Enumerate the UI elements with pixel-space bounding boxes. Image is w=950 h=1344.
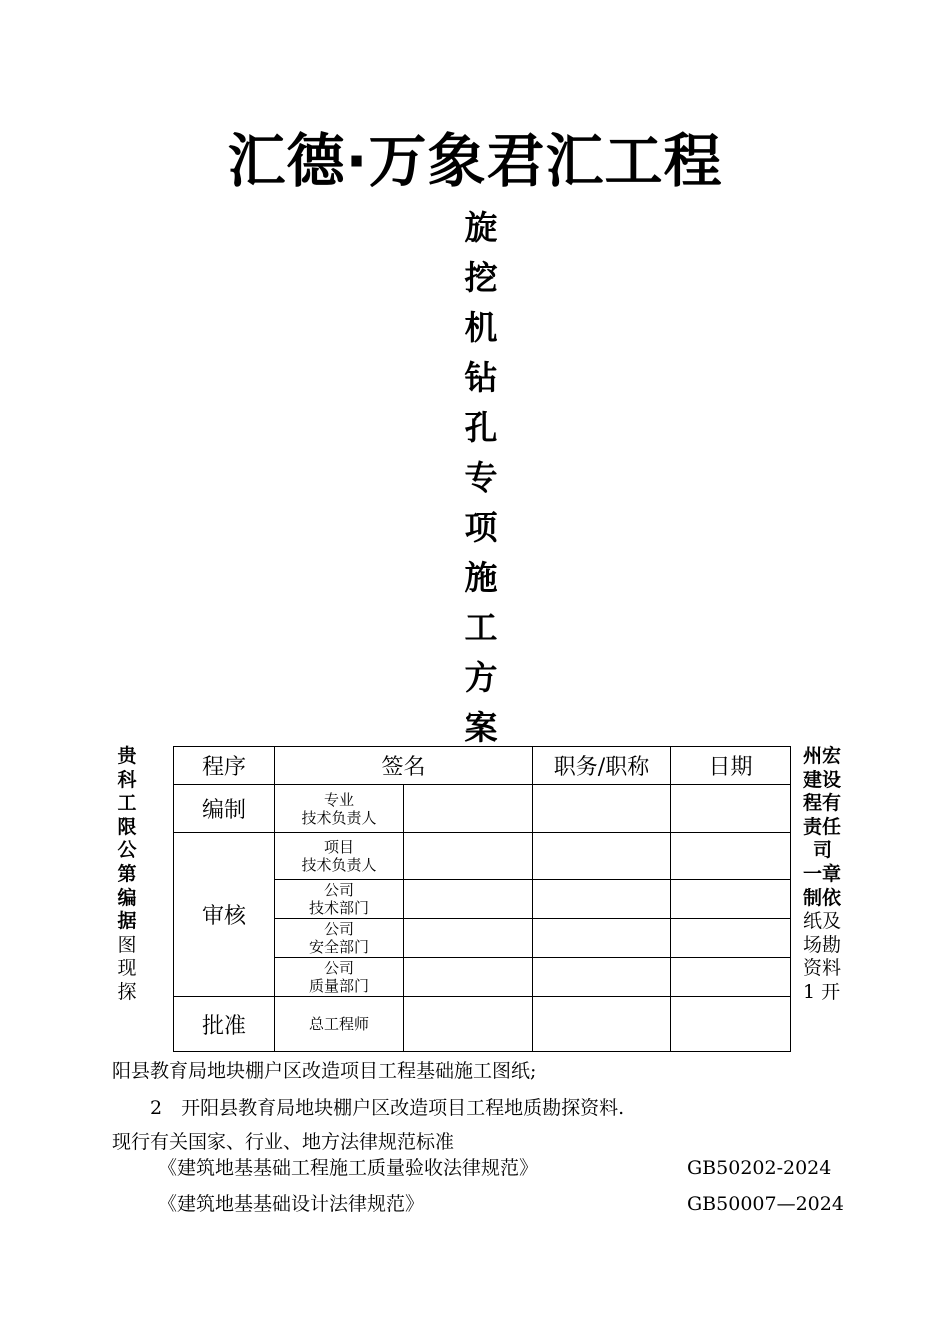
side-char: 科 <box>117 768 137 791</box>
subtitle-char: 专 <box>464 458 498 497</box>
side-text-left <box>112 745 142 1005</box>
side-char: 公 <box>117 839 137 862</box>
standard-code: GB50007—2024 <box>687 1193 844 1215</box>
side-chars: 资料 <box>803 957 842 980</box>
date-cell[interactable] <box>671 785 791 833</box>
table-row <box>174 785 791 833</box>
side-chars: 司 <box>813 839 833 862</box>
side-char: 贵 <box>117 745 137 767</box>
role-cell: 公司 技术部门 <box>275 880 404 919</box>
header-procedure: 程序 <box>174 747 275 785</box>
side-char: 第 <box>117 862 137 885</box>
subtitle-char: 工 <box>464 608 498 647</box>
role-cell: 公司 安全部门 <box>275 919 404 958</box>
table-row <box>174 997 791 1052</box>
table-row <box>174 833 791 880</box>
subtitle-char: 旋 <box>464 208 498 247</box>
side-text-right <box>803 745 851 1005</box>
subtitle-char: 机 <box>464 308 498 347</box>
side-chars: 程有 <box>803 792 842 815</box>
standard-name: 《建筑地基基础设计法律规范》 <box>158 1193 425 1215</box>
role-cell: 专业 技术负责人 <box>275 785 404 833</box>
header-signature: 签名 <box>275 747 533 785</box>
signature-cell[interactable] <box>404 785 533 833</box>
position-cell[interactable] <box>533 880 671 919</box>
side-chars: 纸及 <box>803 910 842 933</box>
signature-cell[interactable] <box>404 919 533 958</box>
standard-name: 《建筑地基基础工程施工质量验收法律规范》 <box>158 1157 539 1179</box>
document-title: 汇德·万象君汇工程 <box>227 127 723 195</box>
date-cell[interactable] <box>671 997 791 1052</box>
position-cell[interactable] <box>533 919 671 958</box>
header-position: 职务/职称 <box>533 747 671 785</box>
position-cell[interactable] <box>533 958 671 997</box>
signature-cell[interactable] <box>404 880 533 919</box>
header-date: 日期 <box>671 747 791 785</box>
subtitle-char: 挖 <box>464 258 498 297</box>
position-cell[interactable] <box>533 785 671 833</box>
side-char: 图 <box>117 933 137 956</box>
signature-cell[interactable] <box>404 833 533 880</box>
side-chars: 责任 <box>803 815 842 838</box>
subtitle-char: 项 <box>464 508 498 547</box>
side-char: 工 <box>117 792 137 815</box>
side-chars: 场勘 <box>803 933 842 956</box>
side-char: 编 <box>117 886 137 909</box>
date-cell[interactable] <box>671 880 791 919</box>
vertical-subtitle <box>461 203 501 753</box>
label-bianzhi: 编制 <box>174 785 275 833</box>
side-chars: 1 开 <box>803 980 841 1003</box>
body-line-1: 阳县教育局地块棚户区改造项目工程基础施工图纸; <box>112 1060 537 1082</box>
body-line-2: 2 开阳县教育局地块棚户区改造项目工程地质勘探资料. <box>150 1097 625 1119</box>
role-cell: 公司 质量部门 <box>275 958 404 997</box>
side-char: 现 <box>117 957 137 980</box>
side-chars: 建设 <box>803 768 842 791</box>
label-shenhe: 审核 <box>174 833 275 997</box>
side-char: 探 <box>117 980 137 1003</box>
subtitle-char: 孔 <box>464 408 498 447</box>
subtitle-char: 施 <box>464 558 498 597</box>
signature-table <box>173 746 791 1052</box>
subtitle-char: 案 <box>464 708 498 747</box>
side-chars: 州宏 <box>803 745 842 767</box>
side-chars: 一章 <box>803 862 842 885</box>
standard-code: GB50202-2024 <box>687 1157 832 1179</box>
subtitle-char: 方 <box>464 658 498 697</box>
position-cell[interactable] <box>533 833 671 880</box>
table-header-row <box>174 747 791 785</box>
role-cell: 项目 技术负责人 <box>275 833 404 880</box>
date-cell[interactable] <box>671 919 791 958</box>
side-chars: 制依 <box>803 886 842 909</box>
position-cell[interactable] <box>533 997 671 1052</box>
signature-cell[interactable] <box>404 958 533 997</box>
subtitle-char: 钻 <box>464 358 498 397</box>
side-char: 据 <box>117 910 137 933</box>
role-cell: 总工程师 <box>275 997 404 1052</box>
label-pizhun: 批准 <box>174 997 275 1052</box>
side-char: 限 <box>117 815 137 838</box>
date-cell[interactable] <box>671 958 791 997</box>
date-cell[interactable] <box>671 833 791 880</box>
signature-cell[interactable] <box>404 997 533 1052</box>
body-line-3: 现行有关国家、行业、地方法律规范标准 <box>112 1131 455 1153</box>
